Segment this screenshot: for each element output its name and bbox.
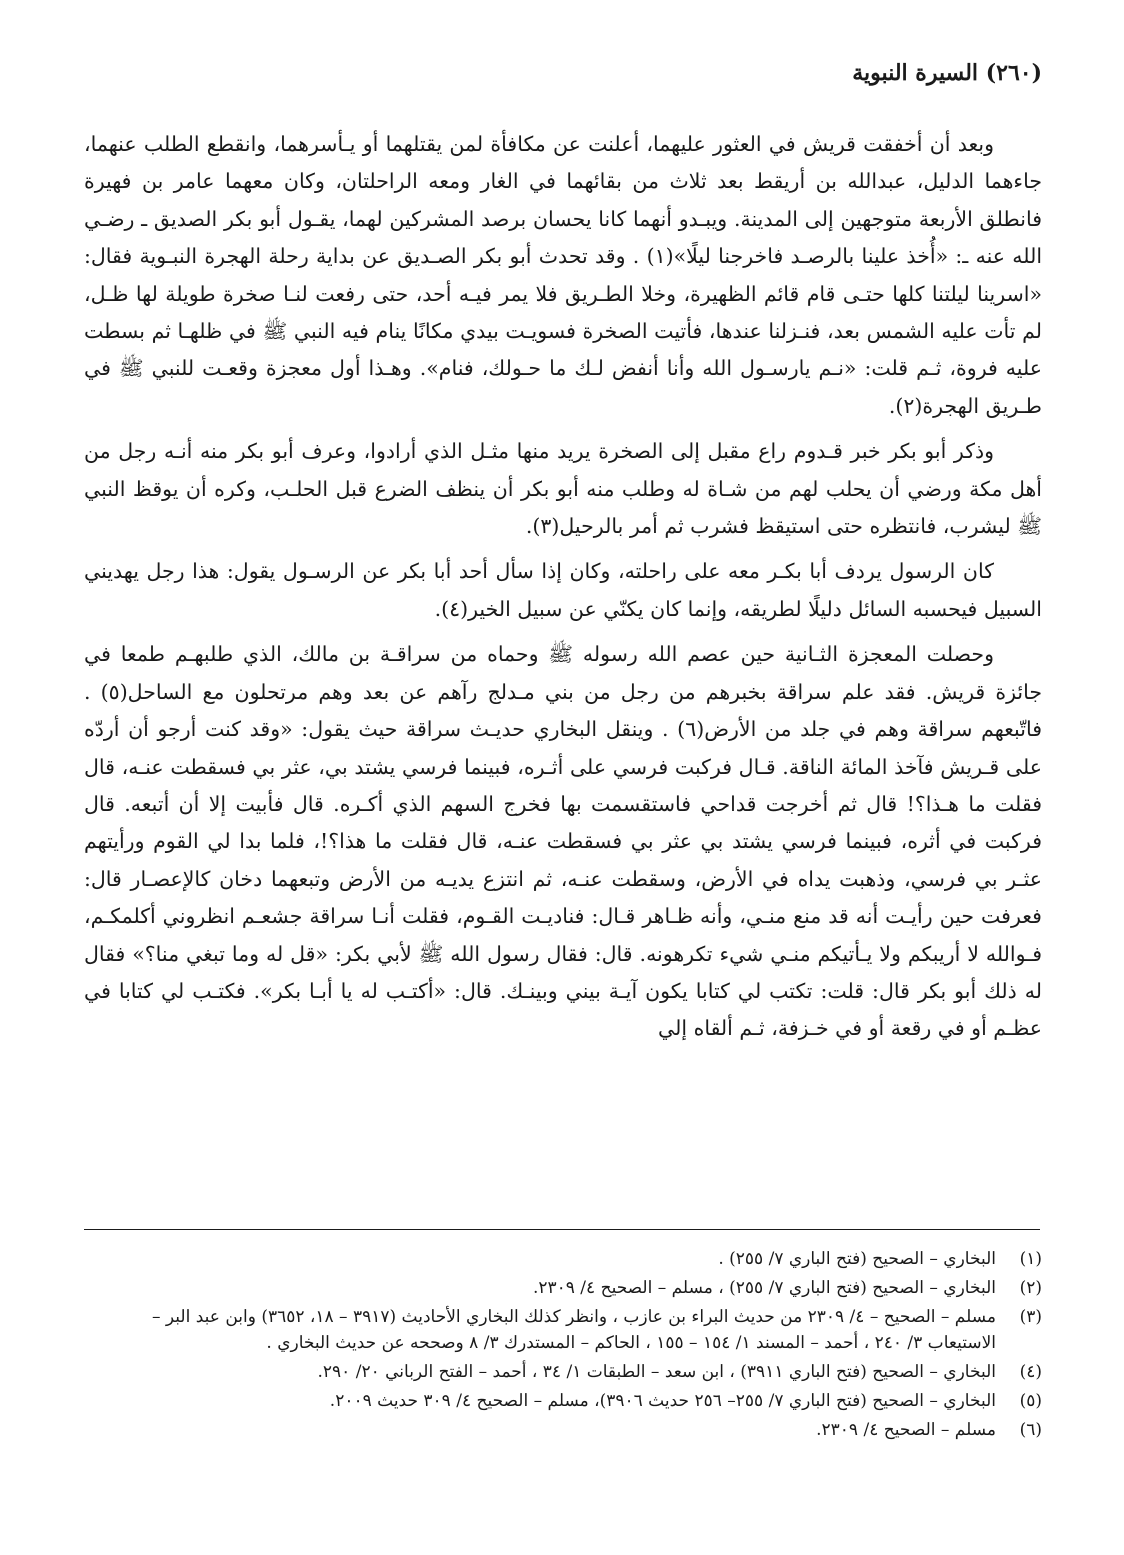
footnote-text: البخاري – الصحيح (فتح الباري ٧/ ٢٥٥) . [718, 1249, 996, 1269]
footnote-divider [84, 1229, 1040, 1230]
footnote-text: البخاري – الصحيح (فتح الباري ٧/ ٢٥٥) ، مسلم – الصحيح ٤/ ٢٣٠٩. [532, 1278, 996, 1298]
footnote-number: (٢) [1019, 1278, 1042, 1298]
footnote-number: (٥) [1019, 1391, 1042, 1411]
footnote-number: (٦) [1019, 1420, 1042, 1440]
footnote-item [84, 1359, 1042, 1385]
footnote-item [84, 1304, 1042, 1356]
paragraph: وذكر أبو بكر خبر قـدوم راع مقبل إلى الصخرة يريد منها مثـل الذي أرادوا، وعرف أبو بكر منه أنـه رجل من أهل مكة ورضي أن يحلب لهم من شـاة له وطلب منه أبو بكر أن ينظف الضرع قبل الحلـب، وكره أن يوقظ النبي ﷺ ليشرب، فانتظره حتى استيقظ فشرب ثم أمر بالرحيل(٣). [84, 439, 1042, 539]
footnote-item [84, 1246, 1042, 1272]
footnotes [84, 1246, 1042, 1446]
main-text [84, 126, 1042, 1056]
footnote-text: مسلم – الصحيح – ٤/ ٢٣٠٩ من حديث البراء بن عازب ، وانظر كذلك البخاري الأحاديث (٣٩١٧ – ١٨، ٣٦٥٢) وابن عبد البر – الاستيعاب ٣/ ٢٤٠ ، أحمد – المسند ١/ ١٥٤ – ١٥٥ ، الحاكم – المستدرك ٣/ ٨ وصححه عن حديث البخاري . [152, 1307, 996, 1353]
footnote-text: البخاري – الصحيح (فتح الباري ٣٩١١) ، ابن سعد – الطبقات ١/ ٣٤ ، أحمد – الفتح الرباني ٢٠/ ٢٩٠. [317, 1362, 996, 1382]
paragraph: وحصلت المعجزة الثـانية حين عصم الله رسوله ﷺ وحماه من سراقـة بن مالك، الذي طلبهـم طمعا في جائزة قريش. فقد علم سراقة بخبرهم من رجل من بني مـدلج رآهم عن بعد وهم مرتحلون مع الساحل(٥) . فاتّبعهم سراقة وهم في جلد من الأرض(٦) . وينقل البخاري حديـث سراقة حيث يقول: «وقد كنت أرجو أن أردّه على قـريش فآخذ المائة الناقة. قـال فركبت فرسي على أثـره، فبينما فرسي يشتد بي، عثر بي فسقطت عنـه، قال فقلت ما هـذا؟! قال ثم أخرجت قداحي فاستقسمت بها فخرج السهم الذي أكـره. قال فأبيت إلا أن أتبعه. قال فركبت في أثره، فبينما فرسي يشتد بي عثر بي فسقطت عنـه، قال فقلت ما هذا؟!، فلما بدا لي القوم ورأيتهم عثـر بي فرسي، وذهبت يداه في الأرض، وسقطت عنـه، ثم انتزع يديـه من الأرض وتبعهما دخان كالإعصـار قال: فعرفت حين رأيـت أنه قد منع منـي، وأنه ظـاهر قـال: فناديـت القـوم، فقلت أنـا سراقة جشعـم انظروني أكلمكـم، فـوالله لا أريبكم ولا يـأتيكم منـي شيء تكرهونه. قال: فقال رسول الله ﷺ لأبي بكر: «قل له وما تبغي منا؟» فقال له ذلك أبو بكر قال: قلت: تكتب لي كتابا يكون آيـة بيني وبينـك. قال: «أكتـب له يا أبـا بكر». فكتـب لي كتابا في عظـم أو في رقعة أو في خـزفة، ثـم ألقاه إلي [84, 642, 1043, 1041]
footnote-number: (٤) [1019, 1362, 1042, 1382]
footnote-number: (١) [1019, 1249, 1042, 1269]
footnote-text: البخاري – الصحيح (فتح الباري ٧/ ٢٥٥– ٢٥٦ حديث ٣٩٠٦)، مسلم – الصحيح ٤/ ٣٠٩ حديث ٢٠٠٩. [329, 1391, 996, 1411]
footnote-item [84, 1388, 1042, 1414]
footnote-text: مسلم – الصحيح ٤/ ٢٣٠٩. [816, 1420, 996, 1440]
running-header: (٢٦٠) السيرة النبوية [852, 60, 1042, 86]
paragraph: وبعد أن أخفقت قريش في العثور عليهما، أعلنت عن مكافأة لمن يقتلهما أو يـأسرهما، وانقطع الطلب عنهما، جاءهما الدليل، عبدالله بن أريقط بعد ثلاث من بقائهما في الغار ومعه الراحلتان، وكان معهما عامر بن فهيرة فانطلق الأربعة متوجهين إلى المدينة. ويبـدو أنهما كانا يحسان برصد المشركين لهما، يقـول أبو بكر الصديق ـ رضـي الله عنه ـ: «أُخذ علينا بالرصـد فاخرجنا ليلًا»(١) . وقد تحدث أبو بكر الصـديق عن بداية رحلة الهجرة النبـوية فقال: «اسرينا ليلتنا كلها حتـى قام قائم الظهيرة، وخلا الطـريق فلا يمر فيـه أحد، حتى رفعت لنـا صخرة طويلة لها ظـل، لم تأت عليه الشمس بعد، فنـزلنا عندها، فأتيت الصخرة فسويـت بيدي مكانًا ينام فيه النبي ﷺ في ظلهـا ثم بسطت عليه فروة، ثـم قلت: «نـم يارسـول الله وأنا أنفض لـك ما حـولك، فنام». وهـذا أول معجزة وقعـت للنبي ﷺ في طـريق الهجرة(٢). [84, 132, 1043, 418]
footnote-item [84, 1275, 1042, 1301]
footnote-number: (٣) [1019, 1307, 1042, 1327]
paragraph: كان الرسول يردف أبا بكـر معه على راحلته، وكان إذا سأل أحد أبا بكر عن الرسـول يقول: هذا رجل يهديني السبيل فيحسبه السائل دليلًا لطريقه، وإنما كان يكنّي عن سبيل الخير(٤). [84, 559, 1042, 621]
footnote-item [84, 1417, 1042, 1443]
